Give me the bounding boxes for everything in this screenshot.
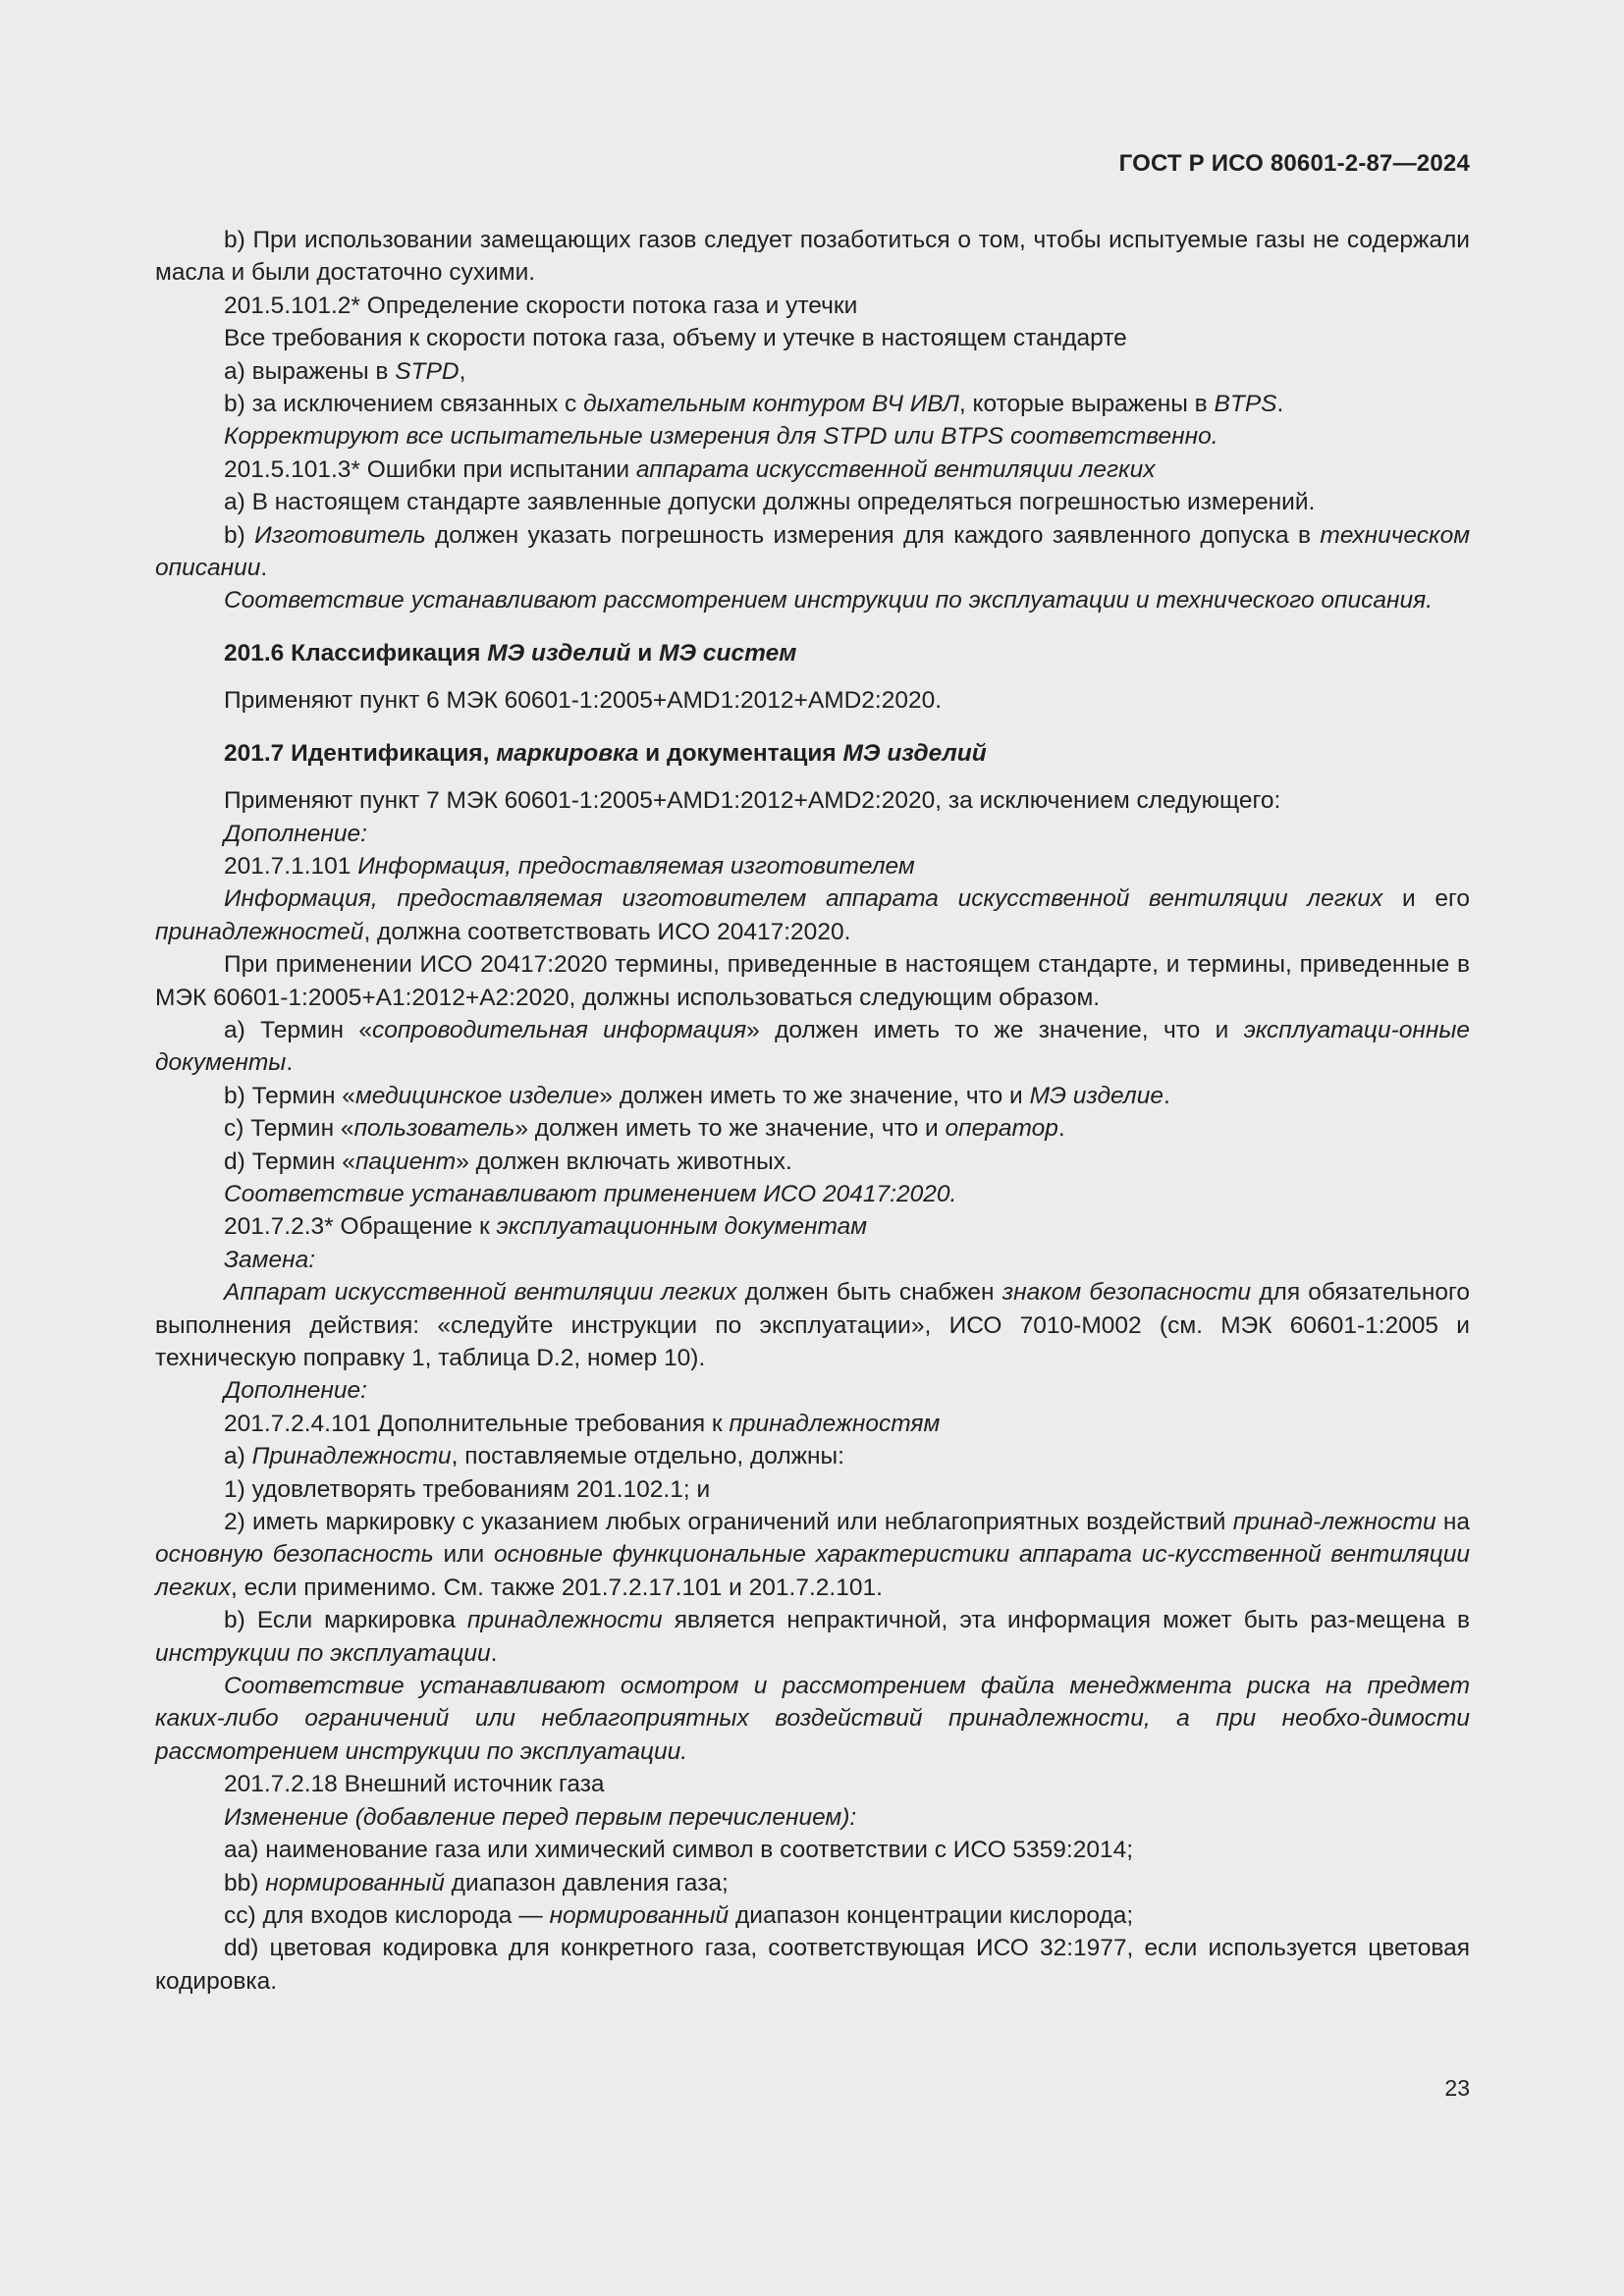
paragraph xyxy=(155,1014,1470,1080)
paragraph xyxy=(155,1867,1470,1899)
italic-term: Изготовитель xyxy=(254,521,426,549)
text-run: b) Термин « xyxy=(224,1082,355,1109)
text-run: . xyxy=(286,1049,294,1077)
italic-term: Принадлежности xyxy=(251,1443,452,1470)
italic-term: Корректируют все испытательные измерения для STPD или BTPS соответственно. xyxy=(224,423,1218,451)
italic-term: оператор xyxy=(945,1115,1058,1143)
paragraph xyxy=(155,1178,1470,1210)
text-run: 201.7.2.4.101 Дополнительные требования к xyxy=(224,1410,730,1437)
text-run: и его xyxy=(1382,885,1470,913)
paragraph xyxy=(155,584,1470,616)
italic-term: Информация, предоставляемая изготовителем xyxy=(357,852,915,880)
italic-term: принад-лежности xyxy=(1232,1509,1436,1536)
italic-term: Информация, предоставляемая изготовителем аппарата искусственной вентиляции легких xyxy=(224,885,1383,913)
italic-term: маркировка xyxy=(496,739,639,767)
text-run: а) выражены в xyxy=(224,357,396,385)
text-run: , поставляемые отдельно, должны: xyxy=(451,1443,844,1470)
text-run: c) Термин « xyxy=(224,1115,354,1143)
italic-term: Дополнение: xyxy=(224,1377,367,1405)
paragraph xyxy=(155,850,1470,882)
italic-term: эксплуатационным документам xyxy=(496,1213,868,1241)
paragraph xyxy=(155,1834,1470,1866)
text-run: а) Термин « xyxy=(224,1016,373,1043)
paragraph xyxy=(155,1473,1470,1506)
paragraph xyxy=(155,1932,1470,1998)
italic-term: нормированный xyxy=(265,1869,445,1896)
paragraph xyxy=(155,519,1470,585)
paragraph xyxy=(155,684,1470,717)
text-run: 201.6 Классификация xyxy=(224,639,488,667)
paragraph xyxy=(155,1374,1470,1407)
italic-term: знаком безопасности xyxy=(1001,1279,1252,1307)
text-run: должен указать погрешность измерения для каждого заявленного допуска в xyxy=(425,521,1321,549)
text-run: Применяют пункт 7 МЭК 60601-1:2005+AMD1:2012+AMD2:2020, за исключением следующего: xyxy=(224,787,1281,815)
paragraph xyxy=(155,1670,1470,1768)
text-run: 2) иметь маркировку с указанием любых ограничений или неблагоприятных воздействий xyxy=(224,1509,1233,1536)
italic-term: принадлежности xyxy=(466,1607,663,1634)
paragraph xyxy=(155,1440,1470,1472)
italic-term: основную безопасность xyxy=(155,1541,434,1569)
paragraph xyxy=(155,1080,1470,1112)
italic-term: Дополнение: xyxy=(224,820,367,847)
paragraph xyxy=(155,948,1470,1014)
italic-term: дыхательным контуром ВЧ ИВЛ xyxy=(583,391,959,418)
text-run: bb) xyxy=(224,1869,266,1896)
section-heading xyxy=(155,637,1470,669)
text-run: , если применимо. См. также 201.7.2.17.101 и 201.7.2.101. xyxy=(230,1574,883,1601)
italic-term: Изменение (добавление перед первым перечислением): xyxy=(224,1803,857,1831)
text-run: должен быть снабжен xyxy=(736,1279,1002,1307)
text-run: , xyxy=(459,357,466,385)
page-number: 23 xyxy=(1444,2075,1470,2101)
paragraph xyxy=(155,1768,1470,1800)
text-run: 201.7 Идентификация, xyxy=(224,739,497,767)
italic-term: принадлежностям xyxy=(729,1410,941,1437)
paragraph xyxy=(155,486,1470,518)
text-run: на xyxy=(1435,1509,1471,1536)
text-run: При применении ИСО 20417:2020 термины, приведенные в настоящем стандарте, и термины, приведенные в МЭК 60601-1:2005+A1:2012+A2:2020, должны использоваться следующим образом. xyxy=(155,951,1470,1011)
text-run: dd) цветовая кодировка для конкретного газа, соответствующая ИСО 32:1977, если используется цветовая кодировка. xyxy=(155,1935,1470,1995)
paragraph xyxy=(155,1112,1470,1145)
italic-term: Соответствие устанавливают осмотром и рассмотрением файла менеджмента риска на предмет каких-либо ограничений или неблагоприятных воздействий принадлежности, а при необхо-димости рассмотрением инструкции по эксплуатации. xyxy=(155,1673,1470,1765)
text-run: . xyxy=(1276,391,1284,418)
text-run: диапазон концентрации кислорода; xyxy=(729,1901,1134,1929)
italic-term: медицинское изделие xyxy=(354,1082,600,1109)
text-run: для обязательного выполнения действия: «следуйте инструкции по эксплуатации», ИСО 7010-M002 (см. МЭК 60601-1:2005 и техническую поправку 1, таблица D.2, номер 10). xyxy=(155,1279,1470,1371)
paragraph xyxy=(155,784,1470,817)
text-run: 201.7.2.3* Обращение к xyxy=(224,1213,497,1241)
italic-term: аппарата искусственной вентиляции легких xyxy=(635,455,1156,483)
italic-term: МЭ изделий xyxy=(842,739,987,767)
paragraph xyxy=(155,1244,1470,1276)
paragraph xyxy=(155,1276,1470,1374)
paragraph xyxy=(155,1506,1470,1604)
section-heading xyxy=(155,737,1470,770)
text-run: 1) удовлетворять требованиям 201.102.1; и xyxy=(224,1475,711,1503)
italic-term: техническом описании xyxy=(155,521,1471,582)
text-run: а) xyxy=(224,1443,252,1470)
text-run: и xyxy=(630,639,660,667)
text-run: или xyxy=(433,1541,494,1569)
paragraph xyxy=(155,355,1470,388)
italic-term: сопроводительная информация xyxy=(372,1016,747,1043)
paragraph xyxy=(155,388,1470,420)
paragraph xyxy=(155,1408,1470,1440)
text-run: b) При использовании замещающих газов следует позаботиться о том, чтобы испытуемые газы не содержали масла и были достаточно сухими. xyxy=(155,227,1470,287)
text-run: является непрактичной, эта информация может быть раз-мещена в xyxy=(662,1607,1470,1634)
paragraph xyxy=(155,420,1470,453)
text-run: . xyxy=(1057,1115,1065,1143)
text-run: . xyxy=(490,1639,498,1667)
italic-term: Соответствие устанавливают применением ИСО 20417:2020. xyxy=(224,1180,957,1207)
paragraph xyxy=(155,224,1470,290)
italic-term: Замена: xyxy=(224,1246,315,1273)
text-run: , которые выражены в xyxy=(958,391,1215,418)
paragraph xyxy=(155,1146,1470,1178)
text-run: cc) для входов кислорода — xyxy=(224,1901,550,1929)
text-run: 201.7.1.101 xyxy=(224,852,358,880)
italic-term: МЭ систем xyxy=(659,639,797,667)
text-run: b) за исключением связанных с xyxy=(224,391,584,418)
document-header: ГОСТ Р ИСО 80601-2-87—2024 xyxy=(1118,150,1470,177)
italic-term: основные функциональные характеристики аппарата ис-кусственной вентиляции легких xyxy=(155,1541,1470,1601)
text-run: . xyxy=(260,555,268,582)
text-run: и документация xyxy=(638,739,843,767)
italic-term: инструкции по эксплуатации xyxy=(155,1639,491,1667)
text-run: » должен иметь то же значение, что и xyxy=(746,1016,1244,1043)
text-run: » должен включать животных. xyxy=(456,1148,792,1175)
text-run: b) xyxy=(224,521,255,549)
paragraph xyxy=(155,454,1470,486)
italic-term: пользователь xyxy=(353,1115,515,1143)
text-run: 201.5.101.2* Определение скорости потока газа и утечки xyxy=(224,292,858,319)
italic-term: BTPS xyxy=(1214,391,1277,418)
italic-term: эксплуатаци-онные документы xyxy=(155,1016,1470,1077)
text-run: , должна соответствовать ИСО 20417:2020. xyxy=(363,918,851,945)
italic-term: МЭ изделие xyxy=(1029,1082,1164,1109)
text-run: Все требования к скорости потока газа, объему и утечке в настоящем стандарте xyxy=(224,325,1127,352)
text-run: » должен иметь то же значение, что и xyxy=(599,1082,1030,1109)
paragraph xyxy=(155,1210,1470,1243)
italic-term: Соответствие устанавливают рассмотрением инструкции по эксплуатации и технического описания. xyxy=(224,587,1434,614)
italic-term: STPD xyxy=(395,357,460,385)
text-run: Применяют пункт 6 МЭК 60601-1:2005+AMD1:2012+AMD2:2020. xyxy=(224,687,943,715)
text-run: а) В настоящем стандарте заявленные допуски должны определяться погрешностью измерений. xyxy=(224,489,1316,516)
paragraph xyxy=(155,290,1470,322)
italic-term: нормированный xyxy=(549,1901,730,1929)
paragraph xyxy=(155,1801,1470,1834)
text-run: b) Если маркировка xyxy=(224,1607,467,1634)
italic-term: принадлежностей xyxy=(155,918,364,945)
paragraph xyxy=(155,1604,1470,1670)
document-body xyxy=(155,224,1470,1998)
text-run: » должен иметь то же значение, что и xyxy=(514,1115,946,1143)
paragraph xyxy=(155,818,1470,850)
paragraph xyxy=(155,1899,1470,1932)
text-run: 201.5.101.3* Ошибки при испытании xyxy=(224,455,636,483)
paragraph xyxy=(155,882,1470,948)
text-run: диапазон давления газа; xyxy=(444,1869,729,1896)
text-run: d) Термин « xyxy=(224,1148,355,1175)
italic-term: МЭ изделий xyxy=(487,639,631,667)
italic-term: пациент xyxy=(354,1148,457,1175)
text-run: 201.7.2.18 Внешний источник газа xyxy=(224,1771,605,1798)
paragraph xyxy=(155,322,1470,354)
text-run: aa) наименование газа или химический символ в соответствии с ИСО 5359:2014; xyxy=(224,1837,1134,1864)
italic-term: Аппарат искусственной вентиляции легких xyxy=(224,1279,737,1307)
text-run: . xyxy=(1163,1082,1170,1109)
